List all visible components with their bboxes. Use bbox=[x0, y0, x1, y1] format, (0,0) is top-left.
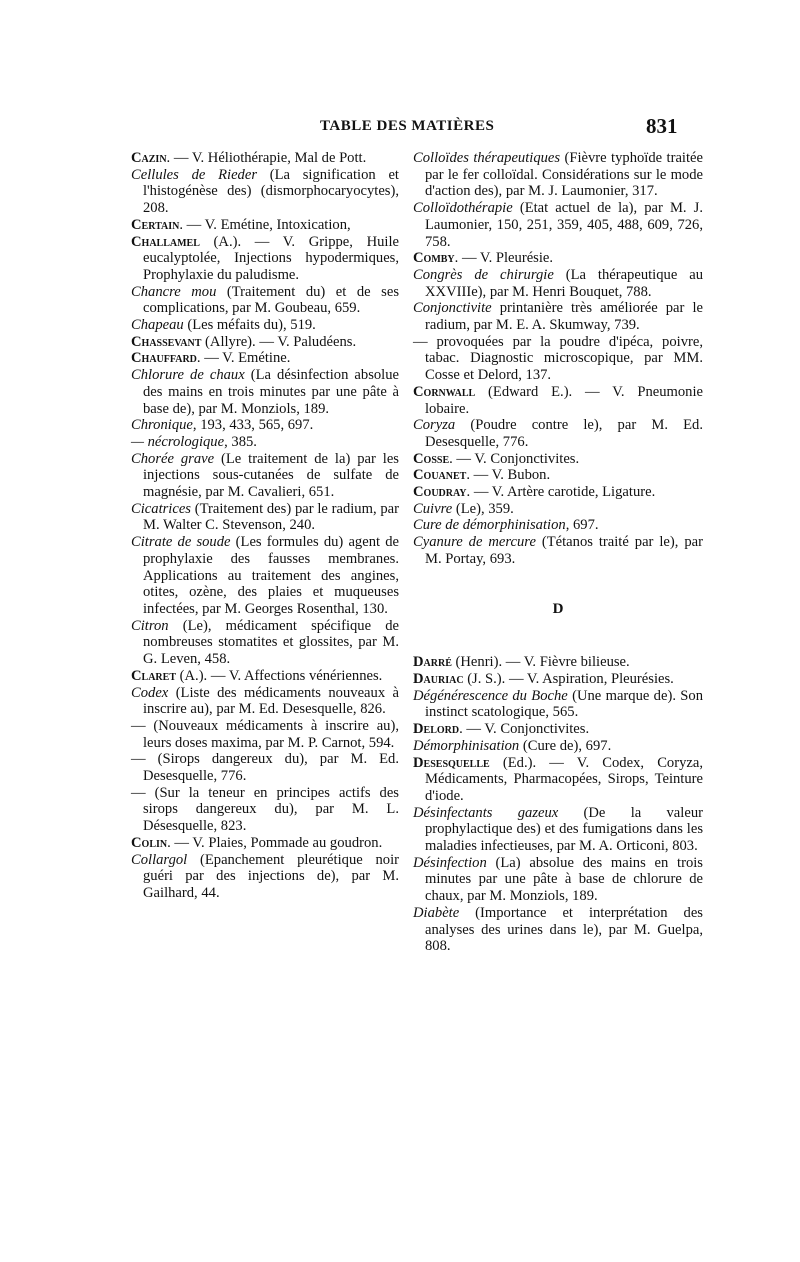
entry-text: (A.). — V. Affections vénériennes. bbox=[176, 667, 383, 684]
entry-text: (Une marque de). Son instinct scatologique, 565. bbox=[425, 687, 703, 721]
entry-headword: Colloïdothérapie bbox=[413, 200, 513, 217]
entry-headword: Claret bbox=[131, 667, 176, 684]
entry-headword: Cazin bbox=[131, 150, 167, 166]
entry-headword: Challamel bbox=[131, 233, 200, 250]
entry-text: . — V. Emétine, Intoxication, bbox=[179, 216, 351, 233]
index-entry bbox=[131, 434, 399, 451]
entry-text: (Poudre contre le), par M. Ed. Desesquelle, 776. bbox=[425, 417, 703, 450]
index-entry bbox=[131, 835, 399, 852]
entry-text: (Edward E.). — V. Pneumonie lobaire. bbox=[425, 383, 703, 417]
entry-text: , 193, 433, 565, 697. bbox=[192, 417, 314, 434]
index-entry bbox=[131, 367, 399, 417]
index-entry bbox=[131, 751, 399, 784]
index-entry bbox=[131, 334, 399, 351]
index-entries-d bbox=[413, 654, 703, 955]
entry-headword: Congrès de chirurgie bbox=[413, 266, 554, 283]
index-entry bbox=[131, 217, 399, 234]
index-entry bbox=[413, 384, 703, 417]
index-entry bbox=[413, 517, 703, 534]
entry-text: . — V. Pleurésie. bbox=[454, 250, 554, 267]
entry-headword: Couanet bbox=[413, 467, 467, 484]
entry-text: — (Nouveaux médicaments à inscrire au), leurs doses maxima, par M. P. Carnot, 594. bbox=[131, 717, 399, 751]
entry-headword: Cornwall bbox=[413, 383, 476, 400]
index-entry bbox=[131, 451, 399, 501]
entry-headword: Coudray bbox=[413, 484, 467, 501]
entry-text: (Allyre). — V. Paludéens. bbox=[201, 333, 357, 350]
index-entry bbox=[413, 451, 703, 468]
running-title: TABLE DES MATIÈRES bbox=[320, 118, 495, 134]
entry-headword: Chapeau bbox=[131, 317, 184, 334]
entry-text: (Liste des médicaments nouveaux à inscrire au), par M. Ed. Desesquelle, 826. bbox=[143, 684, 399, 718]
entry-text: (Le traitement de la) par les injections sous-cutanées de sulfate de magnésie, par M. Cavalieri, 651. bbox=[143, 450, 399, 501]
entry-headword: Chlorure de chaux bbox=[131, 367, 245, 384]
entry-headword: Conjonctivite bbox=[413, 300, 492, 317]
entry-headword: Chronique bbox=[131, 417, 193, 434]
index-entry bbox=[131, 685, 399, 718]
index-entry bbox=[413, 417, 703, 450]
entry-text: (De la valeur prophylactique des) et des fumigations dans les maladies infectieuses, par M. A. Orticoni, 803. bbox=[425, 804, 703, 855]
index-entry bbox=[413, 855, 703, 905]
entry-headword: Désinfection bbox=[413, 854, 487, 871]
index-entry bbox=[413, 721, 703, 738]
index-entry bbox=[413, 334, 703, 384]
index-entries-c bbox=[413, 150, 703, 568]
entry-headword: Delord bbox=[413, 721, 460, 738]
entry-text: (Importance et interprétation des analyses des urines dans le), par M. Guelpa, 808. bbox=[425, 904, 703, 955]
index-entry bbox=[131, 417, 399, 434]
entry-headword: Collargol bbox=[131, 851, 188, 868]
entry-text: , 385. bbox=[224, 433, 257, 450]
entry-headword: Cellules de Rieder bbox=[131, 166, 257, 183]
index-entry bbox=[413, 905, 703, 955]
entry-headword: Desesquelle bbox=[413, 754, 490, 771]
entry-headword: Cyanure de mercure bbox=[413, 534, 536, 551]
entry-text: (La) absolue des mains en trois minutes par une pâte à base de chlorure de chaux, par M. Monziols, 189. bbox=[425, 854, 703, 905]
index-entry bbox=[131, 167, 399, 217]
entry-text: . — V. Conjonctivites. bbox=[449, 450, 580, 467]
entry-text: (Traitement des) par le radium, par M. Walter C. Stevenson, 240. bbox=[143, 500, 399, 534]
index-entry bbox=[413, 250, 703, 267]
entry-headword: Dégénérescence du Boche bbox=[413, 687, 568, 704]
entry-text: . — V. Conjonctivites. bbox=[459, 721, 590, 738]
index-entry bbox=[413, 267, 703, 300]
entry-text: (A.). — V. Grippe, Huile eucalyptolée, Injections hypodermiques, Prophylaxie du paludisme. bbox=[143, 233, 399, 283]
index-entry bbox=[413, 671, 703, 688]
index-entry bbox=[413, 150, 703, 200]
entry-text: (Tétanos traité par le), par M. Portay, 693. bbox=[425, 534, 703, 567]
index-entry bbox=[413, 200, 703, 250]
index-entry bbox=[131, 234, 399, 284]
index-entry bbox=[413, 467, 703, 484]
entry-headword: Chancre mou bbox=[131, 283, 217, 300]
entry-headword: Démorphinisation bbox=[413, 737, 520, 754]
entry-headword: Chorée grave bbox=[131, 450, 215, 467]
index-entry bbox=[131, 852, 399, 902]
entry-text: (Fièvre typhoïde traitée par le fer colloïdal. Considérations sur le mode d'action des), par M. J. Laumonier, 317. bbox=[425, 150, 703, 200]
index-column-left bbox=[131, 150, 399, 902]
entry-text: (La thérapeutique au XXVIIIe), par M. Henri Bouquet, 788. bbox=[425, 266, 703, 300]
entry-headword: Coryza bbox=[413, 417, 456, 434]
index-entry bbox=[131, 718, 399, 751]
section-letter-heading: D bbox=[552, 600, 564, 617]
entry-text: (Henri). — V. Fièvre bilieuse. bbox=[451, 654, 630, 671]
entry-headword: Colloïdes thérapeutiques bbox=[413, 150, 561, 166]
entry-text: (Ed.). — V. Codex, Coryza, Médicaments, Pharmacopées, Sirops, Teinture d'iode. bbox=[425, 754, 703, 804]
entry-text: (J. S.). — V. Aspiration, Pleurésies. bbox=[463, 670, 674, 687]
entry-headword: Cosse bbox=[413, 450, 450, 467]
index-entry bbox=[413, 484, 703, 501]
entry-text: (Le), médicament spécifique de nombreuses stomatites et glossites, par M. G. Leven, 458. bbox=[143, 617, 399, 668]
entry-text: , 697. bbox=[565, 517, 599, 534]
index-entry bbox=[131, 618, 399, 668]
entry-headword: Désinfectants gazeux bbox=[413, 804, 559, 821]
entry-headword: Cuivre bbox=[413, 500, 453, 517]
entry-headword: Codex bbox=[131, 684, 169, 701]
entry-text: (Epanchement pleurétique noir guéri par des injections de), par M. Gailhard, 44. bbox=[143, 851, 399, 901]
entry-text: (Le), 359. bbox=[452, 500, 514, 517]
index-entry bbox=[131, 317, 399, 334]
entry-text: (Traitement du) et de ses complications, par M. Goubeau, 659. bbox=[143, 283, 399, 317]
index-entry bbox=[413, 654, 703, 671]
entry-text: — (Sur la teneur en principes actifs des sirops dangereux du), par M. L. Désesquelle, 823. bbox=[131, 784, 399, 835]
index-entry bbox=[131, 534, 399, 618]
entry-text: (Cure de), 697. bbox=[519, 737, 612, 754]
entry-text: . — V. Bubon. bbox=[466, 467, 551, 484]
entry-headword: Darré bbox=[413, 654, 452, 671]
index-entry bbox=[131, 501, 399, 534]
index-entry bbox=[131, 284, 399, 317]
entry-text: (La désinfection absolue des mains en trois minutes par une pâte à base de), par M. Monziols, 189. bbox=[143, 367, 400, 417]
entry-headword: Diabète bbox=[413, 904, 460, 921]
entry-headword: — nécrologique bbox=[131, 433, 225, 450]
entry-text: . — V. Héliothérapie, Mal de Pott. bbox=[166, 150, 367, 166]
entry-headword: Dauriac bbox=[413, 670, 464, 687]
index-entry bbox=[413, 738, 703, 755]
entry-headword: Citron bbox=[131, 617, 169, 634]
entry-headword: Certain bbox=[131, 216, 180, 233]
index-entry bbox=[131, 668, 399, 685]
index-entry bbox=[131, 350, 399, 367]
index-entry bbox=[413, 688, 703, 721]
entry-headword: Citrate de soude bbox=[131, 534, 231, 551]
entry-text: (Les formules du) agent de prophylaxie des fausses membranes. Applications au traitement des angines, otites, ozène, des plaies et muqueuses infectées, par M. Georges Rosenthal, 130. bbox=[143, 534, 399, 617]
entry-text: . — V. Emétine. bbox=[196, 350, 291, 367]
index-entry bbox=[413, 755, 703, 805]
index-entry bbox=[413, 501, 703, 518]
entry-headword: Chauffard bbox=[131, 350, 197, 367]
entry-text: printanière très améliorée par le radium, par M. E. A. Skumway, 739. bbox=[425, 300, 703, 334]
index-entry bbox=[413, 300, 703, 333]
entry-headword: Cicatrices bbox=[131, 500, 191, 517]
entry-text: — provoquées par la poudre d'ipéca, poivre, tabac. Diagnostic microscopique, par MM. Cosse et Delord, 137. bbox=[413, 333, 703, 384]
index-entry bbox=[131, 150, 399, 167]
entry-text: (Etat actuel de la), par M. J. Laumonier, 150, 251, 359, 405, 488, 609, 726, 758. bbox=[425, 200, 703, 250]
entry-text: . — V. Plaies, Pommade au goudron. bbox=[167, 834, 383, 851]
entry-headword: Cure de démorphinisation bbox=[413, 517, 566, 534]
entry-text: (Les méfaits du), 519. bbox=[183, 317, 316, 334]
page-header bbox=[0, 114, 800, 144]
index-entry bbox=[413, 805, 703, 855]
entry-headword: Chassevant bbox=[131, 333, 202, 350]
entry-text: . — V. Artère carotide, Ligature. bbox=[466, 484, 656, 501]
entry-text: (La signification et l'histogénèse des) (dismorphocaryocytes), 208. bbox=[143, 166, 399, 217]
index-entry bbox=[413, 534, 703, 567]
page-number: 831 bbox=[646, 114, 678, 138]
index-entry bbox=[131, 785, 399, 835]
entry-text: — (Sirops dangereux du), par M. Ed. Desesquelle, 776. bbox=[131, 751, 399, 785]
entry-headword: Comby bbox=[413, 250, 455, 267]
entry-headword: Colin bbox=[131, 834, 168, 851]
index-column-right bbox=[413, 150, 703, 955]
